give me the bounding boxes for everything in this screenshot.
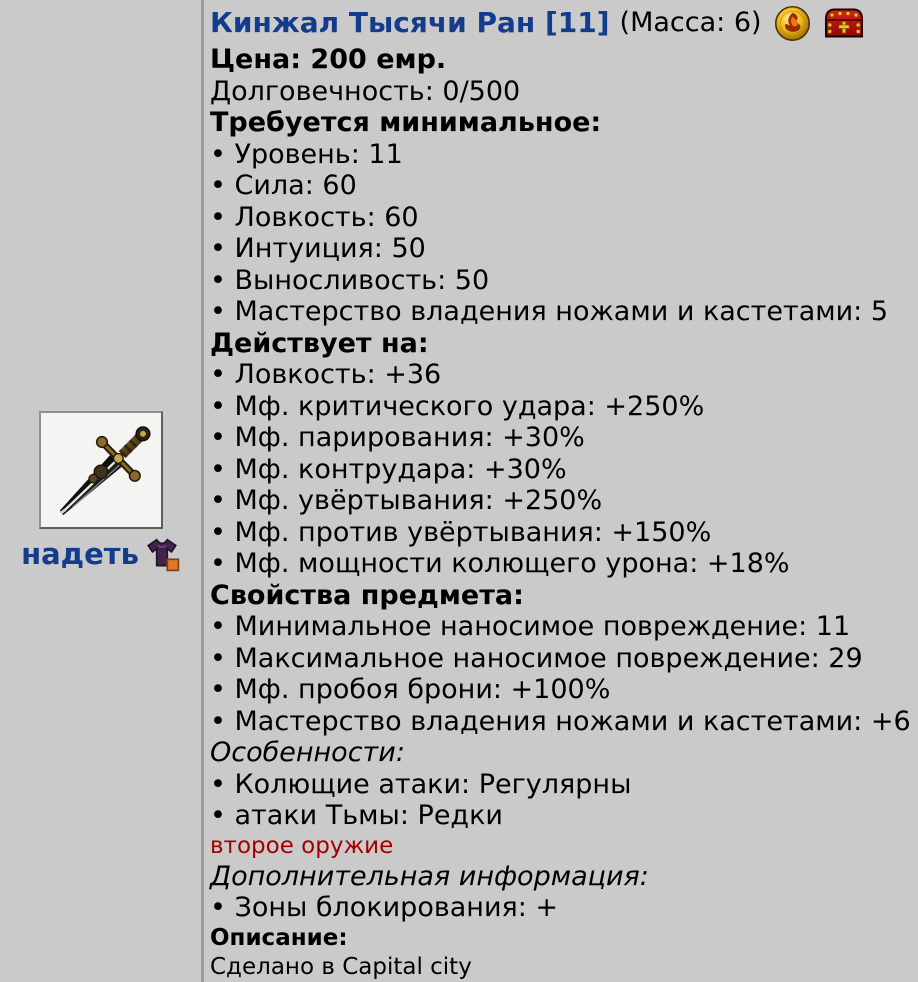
requirement-item: • Сила: 60 (210, 170, 912, 202)
item-image-box (39, 411, 163, 529)
effect-item: • Мф. контрудара: +30% (210, 454, 912, 486)
item-image-column (0, 0, 204, 982)
slot-note: второе оружие (210, 832, 394, 859)
red-chest-icon[interactable] (823, 7, 865, 39)
effect-item: • Ловкость: +36 (210, 359, 912, 391)
feature-item: • атаки Тьмы: Редки (210, 800, 912, 832)
feature-item: • Колющие атаки: Регулярны (210, 769, 912, 801)
requirement-item: • Интуиция: 50 (210, 233, 912, 265)
requirement-item: • Мастерство владения ножами и кастетами: 5 (210, 296, 912, 328)
effect-item: • Мф. увёртывания: +250% (210, 485, 912, 517)
wear-link[interactable]: надеть (21, 536, 139, 571)
item-info-column (204, 0, 918, 982)
effect-item: • Мф. против увёртывания: +150% (210, 517, 912, 549)
effects-header: Действует на: (210, 327, 429, 359)
property-item: • Минимальное наносимое повреждение: 11 (210, 611, 912, 643)
title-line (210, 2, 912, 44)
property-item: • Мф. пробоя брони: +100% (210, 674, 912, 706)
effect-item: • Мф. мощности колющего урона: +18% (210, 548, 912, 580)
gold-coin-icon[interactable] (774, 5, 811, 42)
property-item: • Максимальное наносимое повреждение: 29 (210, 643, 912, 675)
property-item: • Мастерство владения ножами и кастетами: +6 (210, 706, 912, 738)
additional-item: • Зоны блокирования: + (210, 892, 912, 924)
requirement-item: • Ловкость: 60 (210, 202, 912, 234)
properties-header: Свойства предмета: (210, 579, 524, 611)
effect-item: • Мф. критического удара: +250% (210, 391, 912, 423)
description-text: Сделано в Capital city (210, 953, 472, 980)
item-mass: (Масса: 6) (619, 7, 762, 39)
effect-item: • Мф. парирования: +30% (210, 422, 912, 454)
wear-row (21, 536, 180, 572)
price: Цена: 200 емр. (210, 44, 447, 75)
additional-header: Дополнительная информация: (210, 860, 649, 892)
requirement-item: • Выносливость: 50 (210, 265, 912, 297)
dagger-image (42, 414, 160, 526)
requirement-item: • Уровень: 11 (210, 139, 912, 171)
equip-shirt-icon[interactable] (144, 536, 180, 572)
features-header: Особенности: (210, 737, 405, 768)
requirements-header: Требуется минимальное: (210, 107, 602, 138)
durability: Долговечность: 0/500 (210, 75, 521, 107)
item-name-link[interactable]: Кинжал Тысячи Ран [11] (210, 6, 610, 40)
description-header: Описание: (210, 924, 348, 951)
